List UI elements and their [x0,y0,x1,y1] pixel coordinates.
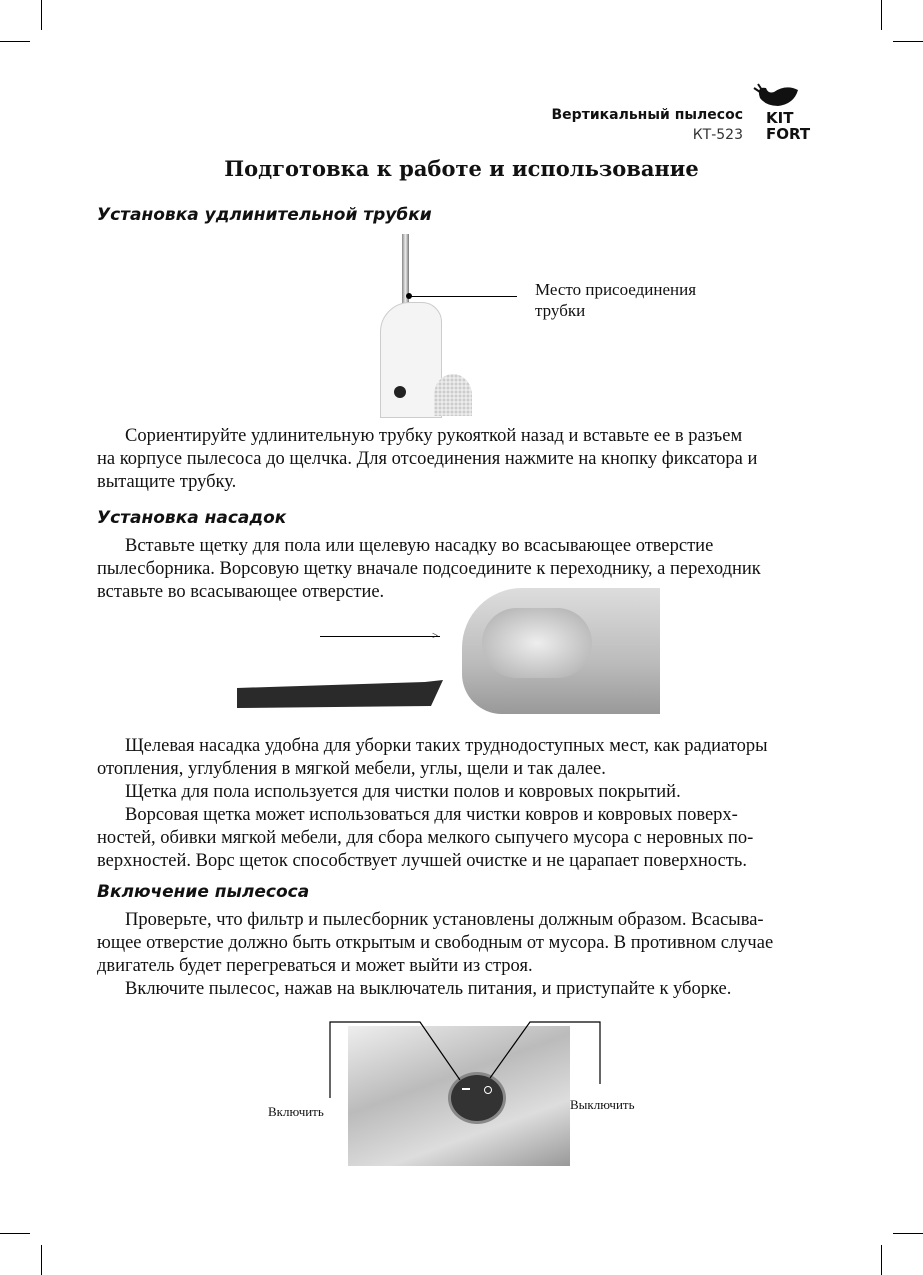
paragraph-line: Щетка для пола используется для чистки полов и ковровых покрытий. [125,782,681,802]
callout-line [409,296,517,297]
section-heading: Установка насадок [97,508,287,528]
crevice-nozzle-image [235,676,445,712]
paragraph-line: Ворсовая щетка может использоваться для чистки ковров и ковровых поверх- [125,805,738,825]
paragraph-line: вытащите трубку. [97,472,237,492]
label-off: Выключить [570,1097,635,1112]
paragraph-line: ностей, обивки мягкой мебели, для сбора мелкого сыпучего мусора с неровных по- [97,828,754,848]
page-title: Подготовка к работе и использование [224,156,699,181]
switch-callout-lines [320,1018,610,1098]
crop-mark [893,41,923,42]
section-heading: Установка удлинительной трубки [97,205,432,225]
paragraph-line: двигатель будет перегреваться и может выйти из строя. [97,956,533,976]
crop-mark [41,0,42,30]
logo-text: KIT FORT [766,109,811,143]
crop-mark [881,0,882,30]
paragraph-line: Проверьте, что фильтр и пылесборник установлены должным образом. Всасыва- [125,910,764,930]
paragraph-line: отопления, углубления в мягкой мебели, углы, щели и так далее. [97,759,606,779]
vacuum-tube-image [372,234,472,416]
section-heading: Включение пылесоса [97,882,310,902]
paragraph-line: на корпусе пылесоса до щелчка. Для отсоединения нажмите на кнопку фиксатора и [97,449,758,469]
crop-mark [0,1233,30,1234]
paragraph-line: Вставьте щетку для пола или щелевую насадку во всасывающее отверстие [125,536,714,556]
paragraph-line: верхностей. Ворс щеток способствует лучшей очистке и не царапает поверхность. [97,851,747,871]
crop-mark [0,41,30,42]
floor-brush-image [462,588,660,714]
crop-mark [893,1233,923,1234]
paragraph-line: вставьте во всасывающее отверстие. [97,582,385,602]
paragraph-line: Включите пылесос, нажав на выключатель питания, и приступайте к уборке. [125,979,732,999]
callout-label: Место присоединения [535,280,697,299]
paragraph-line: ющее отверстие должно быть открытым и свободным от мусора. В противном случае [97,933,774,953]
arrow-head-icon: > [432,630,439,642]
callout-dot [406,293,412,299]
callout-label: трубки [535,301,586,320]
header-product: Вертикальный пылесос [551,107,743,123]
header-model: КТ-523 [692,127,743,143]
paragraph-line: Щелевая насадка удобна для уборки таких труднодоступных мест, как радиаторы [125,736,768,756]
crop-mark [41,1245,42,1275]
label-on: Включить [268,1104,324,1119]
paragraph-line: пылесборника. Ворсовую щетку вначале подсоедините к переходнику, а переходник [97,559,761,579]
arrow-line [320,636,440,637]
paragraph-line: Сориентируйте удлинительную трубку рукояткой назад и вставьте ее в разъем [125,426,743,446]
whale-logo-icon [752,80,802,110]
crop-mark [881,1245,882,1275]
